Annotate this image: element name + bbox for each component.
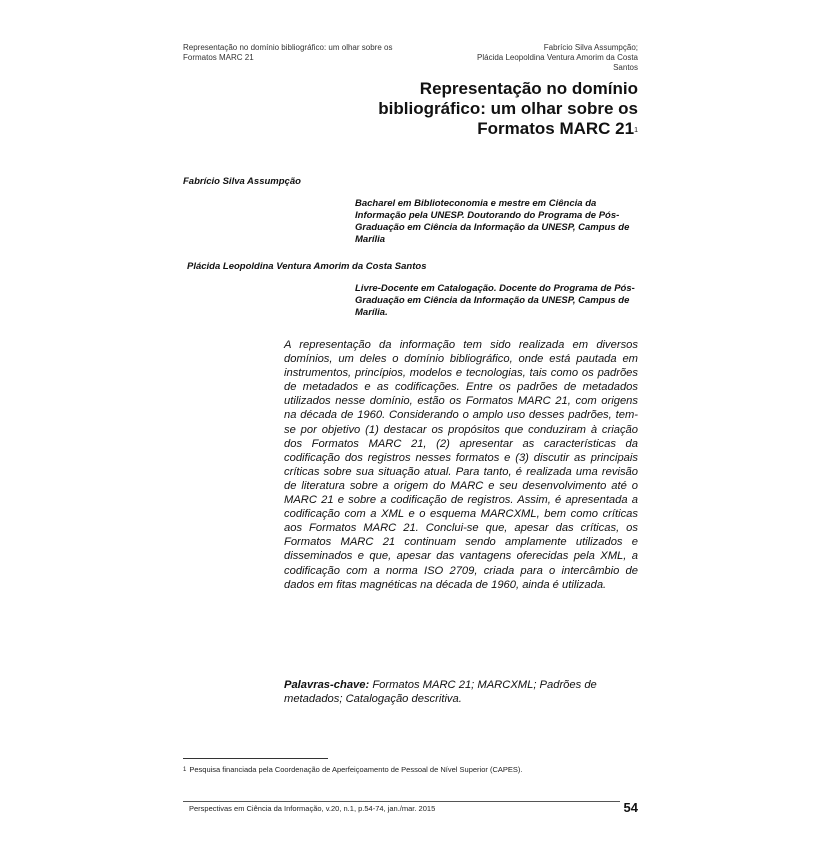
footer-divider bbox=[183, 801, 620, 802]
footnote-text: Pesquisa financiada pela Coordenação de Aperfeiçoamento de Pessoal de Nível Superior (CAPES). bbox=[189, 765, 523, 774]
running-header-authors-line2: Plácida Leopoldina Ventura Amorim da Costa bbox=[477, 53, 638, 62]
running-header-authors bbox=[418, 43, 638, 73]
running-header-authors-line1: Fabrício Silva Assumpção; bbox=[543, 43, 638, 52]
footnote-mark: 1 bbox=[183, 767, 187, 773]
page-number: 54 bbox=[623, 800, 638, 815]
paper-title-line3 bbox=[318, 119, 638, 139]
abstract: A representação da informação tem sido realizada em diversos domínios, um deles o domínio bibliográfico, onde está pautada em instrumentos, princípios, modelos e tecnologias, tais como os padrões de metadados e as codificações. Entre os padrões de metadados utilizados nesse domínio, estão os Formatos MARC 21, com origens na década de 1960. Considerando o amplo uso desses padrões, tem-se por objetivo (1) destacar os propósitos que conduziram à criação dos Formatos MARC 21, (2) apresentar as características da codificação dos registros nesses formatos e (3) discutir as principais críticas sobre sua situação atual. Para tanto, é realizada uma revisão de literatura sobre a origem do MARC e seu desenvolvimento até o MARC 21 e sobre a codificação de registros. Assim, é apresentada a codificação com a XML e o esquema MARCXML, bem como críticas aos Formatos MARC 21. Conclui-se que, apesar das críticas, os Formatos MARC 21 continuam sendo amplamente utilizados e disseminados e que, apesar das vantagens oferecidas pela XML, a codificação com a norma ISO 2709, criada para o intercâmbio de dados em fitas magnéticas na década de 1960, ainda é utilizada. bbox=[284, 339, 638, 591]
footer-journal-citation: Perspectivas em Ciência da Informação, v.20, n.1, p.54-74, jan./mar. 2015 bbox=[189, 804, 436, 813]
footnote-divider bbox=[183, 758, 328, 759]
paper-title-line2: bibliográfico: um olhar sobre os bbox=[378, 99, 638, 118]
paper-title bbox=[318, 79, 638, 139]
author-affiliation-1: Bacharel em Biblioteconomia e mestre em Ciência da Informação pela UNESP. Doutorando do Programa de Pós-Graduação em Ciência da Informação da UNESP, Campus de Marília bbox=[355, 198, 630, 245]
keywords-text: Formatos MARC 21; MARCXML; Padrões de metadados; Catalogação descritiva. bbox=[284, 679, 597, 706]
running-header-title bbox=[183, 43, 433, 63]
keywords-label: Palavras-chave: bbox=[284, 679, 370, 691]
footnote bbox=[183, 765, 522, 775]
running-header-title-line1: Representação no domínio bibliográfico: um olhar sobre os bbox=[183, 43, 393, 52]
running-header-authors-line3: Santos bbox=[613, 63, 638, 72]
running-header-title-line2: Formatos MARC 21 bbox=[183, 53, 254, 62]
keywords bbox=[284, 678, 638, 706]
paper-title-line3-text: Formatos MARC 21 bbox=[477, 119, 635, 138]
author-name-1: Fabrício Silva Assumpção bbox=[183, 176, 301, 187]
author-name-2: Plácida Leopoldina Ventura Amorim da Costa Santos bbox=[187, 261, 427, 272]
author-affiliation-2: Livre-Docente em Catalogação. Docente do Programa de Pós-Graduação em Ciência da Informação da UNESP, Campus de Marília. bbox=[355, 283, 635, 318]
paper-title-line1: Representação no domínio bbox=[419, 79, 638, 98]
title-footnote-mark[interactable]: 1 bbox=[634, 127, 638, 134]
